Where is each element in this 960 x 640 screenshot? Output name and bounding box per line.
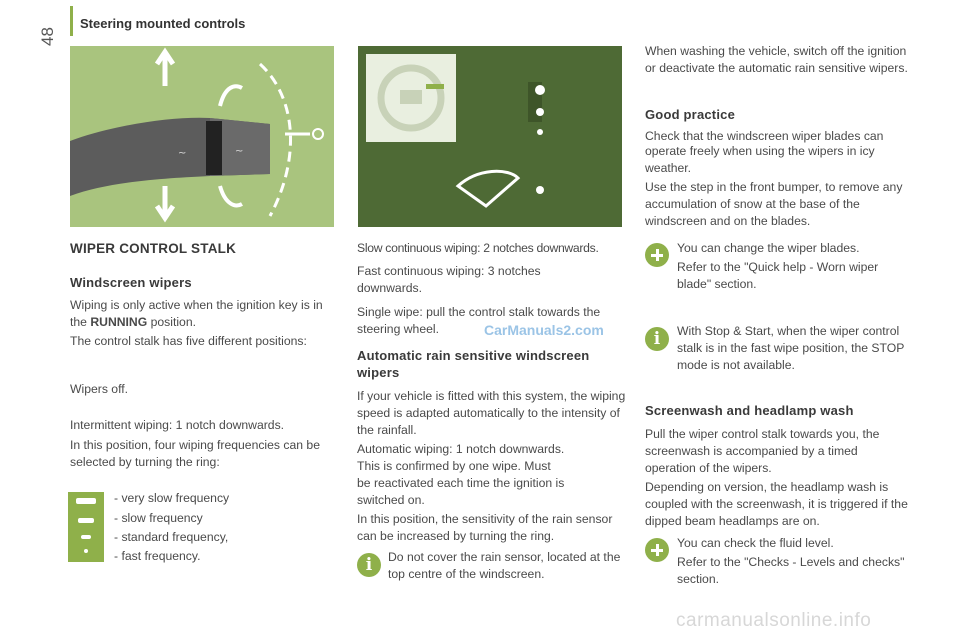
- tip-change-blades: You can change the wiper blades.: [677, 241, 860, 255]
- frequency-scale-icon: [68, 492, 104, 562]
- running-keyword: RUNNING: [90, 315, 148, 329]
- tip-check-fluid: You can check the fluid level.: [677, 536, 834, 550]
- list-item-very-slow: - very slow frequency: [114, 491, 230, 505]
- paragraph-auto-wiping-1: Automatic wiping: 1 notch downwards.: [357, 442, 565, 456]
- plus-icon: [645, 538, 669, 562]
- paragraph-single-wipe: Single wipe: pull the control stalk towards the steering wheel.: [357, 305, 601, 336]
- paragraph-pull-stalk: Pull the wiper control stalk towards you, the screenwash is accompanied by a timed operation of the wipers.: [645, 427, 880, 475]
- steering-wheel-illustration: [358, 46, 622, 227]
- paragraph-check-blades-1: Check that the windscreen wiper blades can: [645, 129, 884, 143]
- tip-quick-help: Refer to the "Quick help - Worn wiper blade" section.: [677, 260, 879, 291]
- heading-rain-sensitive: Automatic rain sensitive windscreen wipers: [357, 348, 590, 380]
- paragraph-front-bumper: Use the step in the front bumper, to remove any accumulation of snow at the base of the windscreen and on the blades.: [645, 180, 903, 228]
- paragraph-auto-wiping-2: This is confirmed by one wipe. Must: [357, 459, 551, 473]
- heading-screenwash: Screenwash and headlamp wash: [645, 403, 854, 418]
- paragraph-washing: When washing the vehicle, switch off the ignition or deactivate the automatic rain sensitive wipers.: [645, 44, 908, 75]
- info-icon: i: [645, 327, 669, 351]
- paragraph-wipers-off: Wipers off.: [70, 382, 129, 396]
- paragraph-frequencies: In this position, four wiping frequencies can be selected by turning the ring:: [70, 438, 320, 469]
- ignition-text-end: position.: [147, 315, 196, 329]
- paragraph-positions: The control stalk has five different positions:: [70, 334, 307, 348]
- paragraph-auto-wiping-3: be reactivated each time the ignition is switched on.: [357, 476, 565, 507]
- paragraph-intermittent: Intermittent wiping: 1 notch downwards.: [70, 418, 285, 432]
- paragraph-check-blades-2: operate freely when using the wipers in icy weather.: [645, 144, 875, 175]
- ignition-text-start: Wiping is only active when the ignition key is in the: [70, 298, 323, 329]
- wiper-stalk-illustration: [70, 46, 334, 227]
- info-icon: i: [357, 553, 381, 577]
- paragraph-rain-system: If your vehicle is fitted with this system, the wiping speed is adapted automatically to the intensity of the rainfall.: [357, 389, 626, 437]
- subheading-windscreen-wipers: Windscreen wipers: [70, 275, 192, 290]
- section-heading-wiper-control-stalk: WIPER CONTROL STALK: [70, 241, 237, 256]
- note-rain-sensor: Do not cover the rain sensor, located at the top centre of the windscreen.: [388, 550, 621, 581]
- svg-text:~: ~: [178, 148, 187, 159]
- paragraph-fast-continuous: Fast continuous wiping: 3 notches downwards.: [357, 264, 541, 295]
- heading-good-practice: Good practice: [645, 107, 736, 122]
- header-accent-bar: [70, 6, 73, 36]
- tip-checks-levels: Refer to the "Checks - Levels and checks" section.: [677, 555, 905, 586]
- paragraph-ignition: [70, 297, 342, 331]
- note-stop-start: With Stop & Start, when the wiper control stalk is in the fast wipe position, the STOP mode is not available.: [677, 324, 905, 372]
- page-number: 48: [38, 27, 57, 46]
- plus-icon: [645, 243, 669, 267]
- footer-watermark: carmanualsonline.info: [676, 610, 872, 631]
- watermark: CarManuals2.com: [484, 322, 604, 338]
- page-header: Steering mounted controls: [80, 16, 246, 31]
- list-item-fast: - fast frequency.: [114, 549, 201, 563]
- paragraph-slow-continuous: Slow continuous wiping: 2 notches downwards.: [357, 241, 599, 255]
- paragraph-sensitivity: In this position, the sensitivity of the rain sensor can be increased by turning the ring.: [357, 512, 613, 543]
- list-item-slow: - slow frequency: [114, 511, 203, 525]
- svg-text:~: ~: [235, 146, 244, 157]
- paragraph-headlamp-wash: Depending on version, the headlamp wash is coupled with the screenwash, it is triggered if the dipped beam headlamps are on.: [645, 480, 908, 528]
- list-item-standard: - standard frequency,: [114, 530, 229, 544]
